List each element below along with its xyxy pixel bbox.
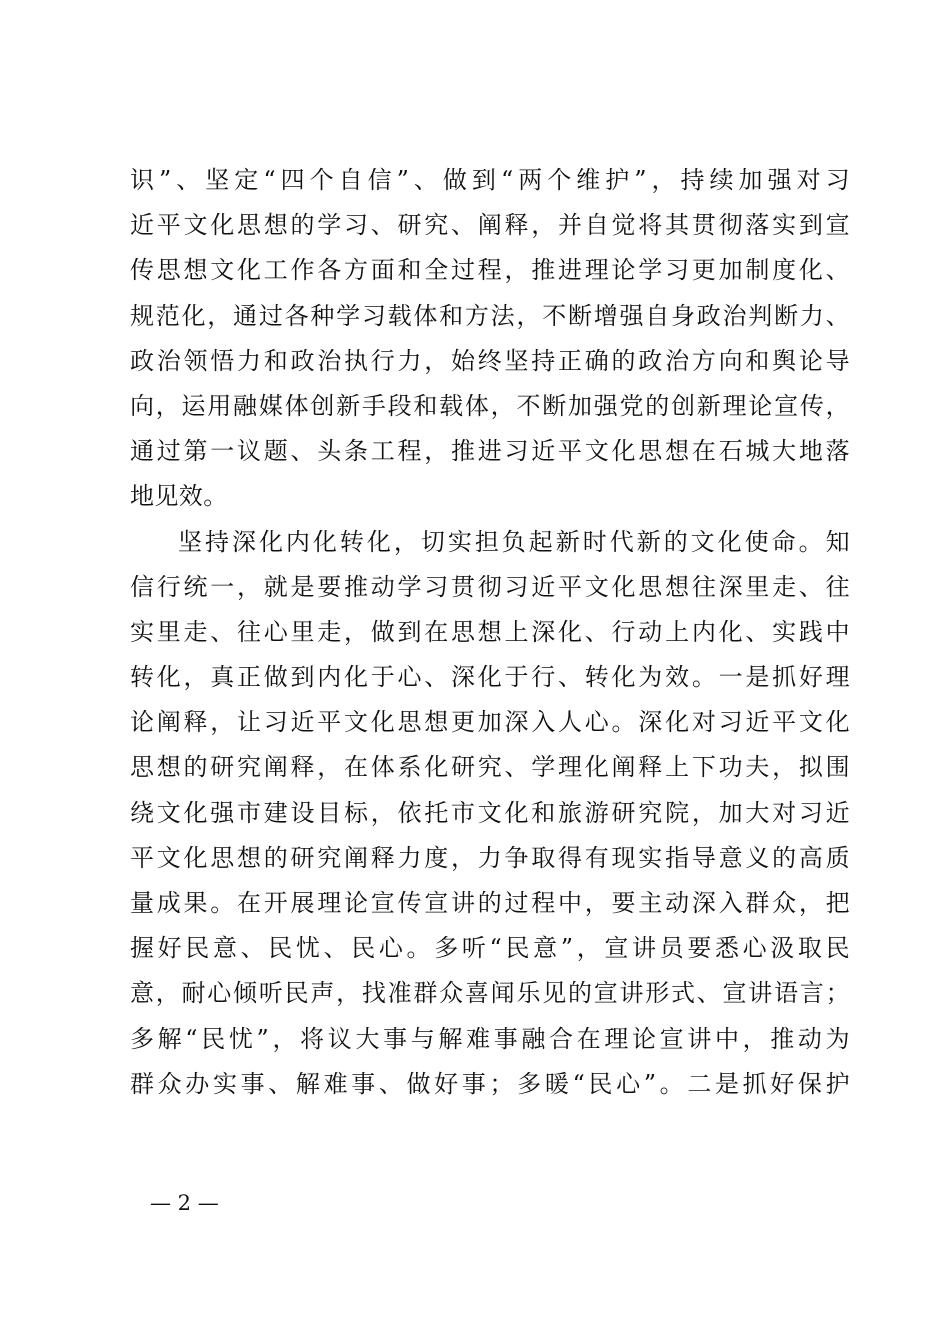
paragraph-line: 政治领悟力和政治执行力，始终坚持正确的政治方向和舆论导 [130, 346, 850, 375]
paragraph-line: 通过第一议题、头条工程，推进习近平文化思想在石城大地落 [130, 437, 850, 466]
paragraph-line: 近平文化思想的学习、研究、阐释，并自觉将其贯彻落实到宣 [130, 211, 850, 240]
body-text [130, 158, 850, 1107]
paragraph-line: 坚持深化内化转化，切实担负起新时代新的文化使命。知 [178, 527, 850, 556]
paragraph-line: 转化，真正做到内化于心、深化于行、转化为效。一是抓好理 [130, 663, 850, 692]
paragraph-line: 向，运用融媒体创新手段和载体，不断加强党的创新理论宣传， [130, 391, 850, 420]
paragraph-2 [130, 520, 850, 1107]
paragraph-line: 量成果。在开展理论宣传宣讲的过程中，要主动深入群众，把 [130, 889, 850, 917]
paragraph-line: 多解“民忧”，将议大事与解难事融合在理论宣讲中，推动为 [130, 1024, 850, 1053]
paragraph-line: 握好民意、民忧、民心。多听“民意”，宣讲员要悉心汲取民 [130, 934, 850, 963]
paragraph-line: 规范化，通过各种学习载体和方法，不断增强自身政治判断力、 [130, 301, 850, 330]
paragraph-line: 思想的研究阐释，在体系化研究、学理化阐释上下功夫，拟围 [130, 753, 850, 782]
paragraph-line: 识”、坚定“四个自信”、做到“两个维护”，持续加强对习 [130, 166, 850, 194]
paragraph-line: 论阐释，让习近平文化思想更加深入人心。深化对习近平文化 [130, 708, 850, 737]
paragraph-line: 群众办实事、解难事、做好事；多暖“民心”。二是抓好保护 [130, 1069, 850, 1098]
paragraph-line: 绕文化强市建设目标，依托市文化和旅游研究院，加大对习近 [130, 798, 850, 827]
paragraph-line: 实里走、往心里走，做到在思想上深化、行动上内化、实践中 [130, 617, 850, 646]
page-number: — 2 — [150, 1191, 219, 1215]
paragraph-1 [130, 158, 850, 520]
paragraph-line: 传思想文化工作各方面和全过程，推进理论学习更加制度化、 [130, 256, 850, 285]
paragraph-line: 地见效。 [130, 482, 228, 511]
paragraph-line: 意，耐心倾听民声，找准群众喜闻乐见的宣讲形式、宣讲语言； [130, 979, 850, 1008]
paragraph-line: 信行统一，就是要推动学习贯彻习近平文化思想往深里走、往 [130, 572, 850, 601]
paragraph-line: 平文化思想的研究阐释力度，力争取得有现实指导意义的高质 [130, 843, 850, 872]
